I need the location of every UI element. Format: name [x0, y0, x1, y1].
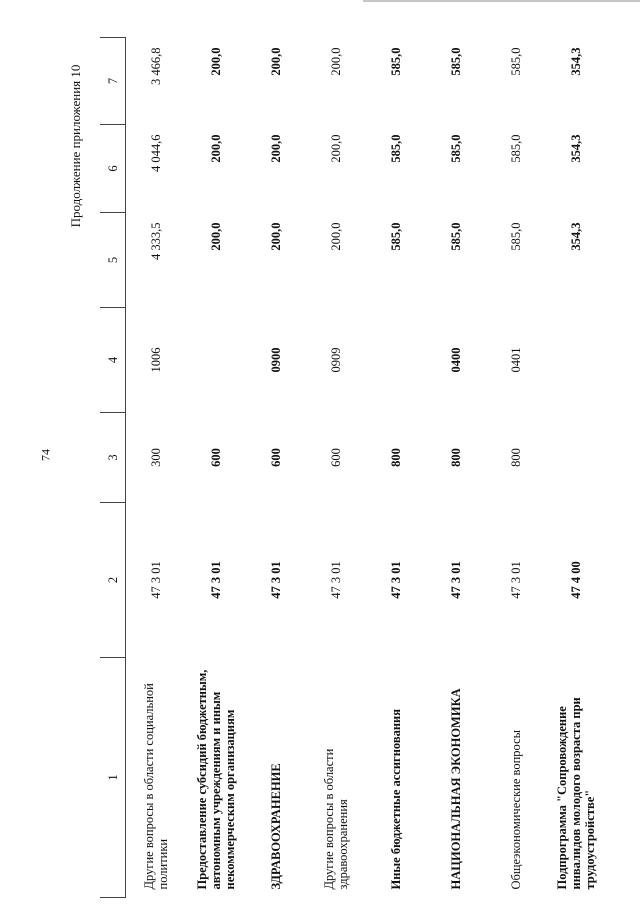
row-value-col6: 4 044,6 — [148, 134, 163, 172]
row-value-col5: 585,0 — [388, 222, 403, 251]
row-section-code: 0900 — [268, 347, 283, 373]
row-value-col6: 585,0 — [508, 134, 523, 163]
row-code: 47 3 01 — [388, 561, 403, 599]
row-value-col5: 200,0 — [208, 222, 223, 251]
row-code: 47 3 01 — [508, 561, 523, 599]
row-section-code — [546, 308, 606, 413]
header-col-2: 2 — [100, 503, 126, 658]
row-value-col6: 200,0 — [328, 134, 343, 163]
row-expense-type: 800 — [388, 448, 403, 467]
row-expense-type: 300 — [148, 448, 163, 467]
row-name: Предоставление субсидий бюджетным, автономным учреждениям и иным некоммерческим организациям — [194, 669, 237, 890]
row-value-col6: 200,0 — [208, 134, 223, 163]
row-expense-type: 600 — [328, 448, 343, 467]
row-value-col7: 200,0 — [208, 47, 223, 76]
header-col-5: 5 — [100, 213, 126, 308]
row-section-code — [366, 308, 426, 413]
row-code: 47 3 01 — [148, 561, 163, 599]
row-value-col7: 200,0 — [268, 47, 283, 76]
table-row — [306, 38, 366, 898]
header-col-3: 3 — [100, 413, 126, 503]
row-value-col5: 200,0 — [328, 222, 343, 251]
row-code: 47 3 01 — [208, 561, 223, 599]
row-code: 47 3 01 — [448, 561, 463, 599]
budget-table — [100, 37, 606, 898]
row-value-col5: 585,0 — [508, 222, 523, 251]
header-col-4: 4 — [100, 308, 126, 413]
row-name: Подпрограмма "Сопровождение инвалидов молодого возраста при трудоустройстве" — [554, 697, 597, 890]
row-value-col7: 585,0 — [508, 47, 523, 76]
row-value-col7: 585,0 — [448, 47, 463, 76]
header-col-6: 6 — [100, 125, 126, 213]
row-value-col5: 4 333,5 — [148, 222, 163, 260]
row-value-col5: 200,0 — [268, 222, 283, 251]
row-expense-type — [546, 413, 606, 503]
row-value-col6: 585,0 — [448, 134, 463, 163]
row-section-code: 1006 — [148, 347, 163, 373]
row-value-col5: 585,0 — [448, 222, 463, 251]
header-col-7: 7 — [100, 38, 126, 125]
row-code: 47 3 01 — [328, 561, 343, 599]
table-row — [426, 38, 486, 898]
row-name: Общеэкономические вопросы — [508, 729, 523, 890]
row-section-code — [186, 308, 246, 413]
row-value-col6: 354,3 — [568, 134, 583, 163]
row-section-code: 0400 — [448, 347, 463, 373]
appendix-continuation-note: Продолжение приложения 10 — [68, 64, 83, 228]
row-name: Иные бюджетные ассигнования — [388, 708, 403, 890]
row-value-col6: 585,0 — [388, 134, 403, 163]
top-scan-edge — [363, 0, 640, 2]
table-row — [246, 38, 306, 898]
row-name: НАЦИОНАЛЬНАЯ ЭКОНОМИКА — [448, 688, 463, 890]
row-name: ЗДРАВООХРАНЕНИЕ — [268, 763, 283, 890]
row-value-col7: 3 466,8 — [148, 47, 163, 85]
budget-table-rotated — [100, 38, 597, 898]
table-row — [186, 38, 246, 898]
header-col-1: 1 — [100, 658, 126, 898]
table-row — [126, 38, 186, 898]
row-code: 47 4 00 — [568, 561, 583, 599]
row-value-col7: 200,0 — [328, 47, 343, 76]
table-header-row — [100, 38, 126, 898]
row-name: Другие вопросы в области социальной политики — [141, 683, 170, 890]
row-code: 47 3 01 — [268, 561, 283, 599]
row-expense-type: 800 — [508, 448, 523, 467]
page-number: 74 — [38, 449, 53, 461]
row-value-col7: 354,3 — [568, 47, 583, 76]
table-row — [486, 38, 546, 898]
row-expense-type: 600 — [208, 448, 223, 467]
row-section-code: 0909 — [328, 347, 343, 373]
row-value-col7: 585,0 — [388, 47, 403, 76]
row-section-code: 0401 — [508, 347, 523, 373]
table-row — [366, 38, 426, 898]
row-expense-type: 600 — [268, 448, 283, 467]
row-name: Другие вопросы в области здравоохранения — [321, 748, 350, 890]
row-expense-type: 800 — [448, 448, 463, 467]
table-row — [546, 38, 606, 898]
row-value-col5: 354,3 — [568, 222, 583, 251]
row-value-col6: 200,0 — [268, 134, 283, 163]
